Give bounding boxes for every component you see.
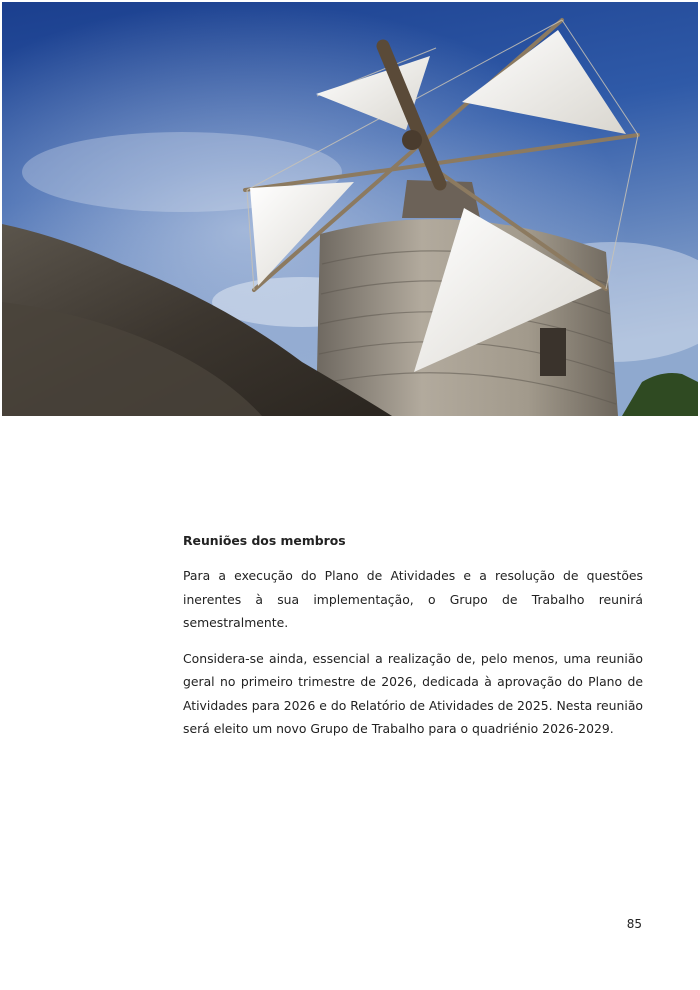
page-number: 85 (626, 917, 642, 931)
paragraph-meeting-frequency: Para a execução do Plano de Atividades e a resolução de questões inerentes à sua implementação, o Grupo de Trabalho reunirá semestralmente. (183, 568, 643, 630)
section-heading: Reuniões dos membros (183, 533, 346, 548)
paragraph-general-meeting: Considera-se ainda, essencial a realização de, pelo menos, uma reunião geral no primeiro trimestre de 2026, dedicada à aprovação do Plano de Atividades para 2026 e do Relatório de Atividades de 2025. Nesta reunião será eleito um novo Grupo de Trabalho para o quadriénio 2026-2029. (183, 650, 643, 736)
section-content (183, 533, 643, 753)
windmill-photo (2, 2, 698, 416)
